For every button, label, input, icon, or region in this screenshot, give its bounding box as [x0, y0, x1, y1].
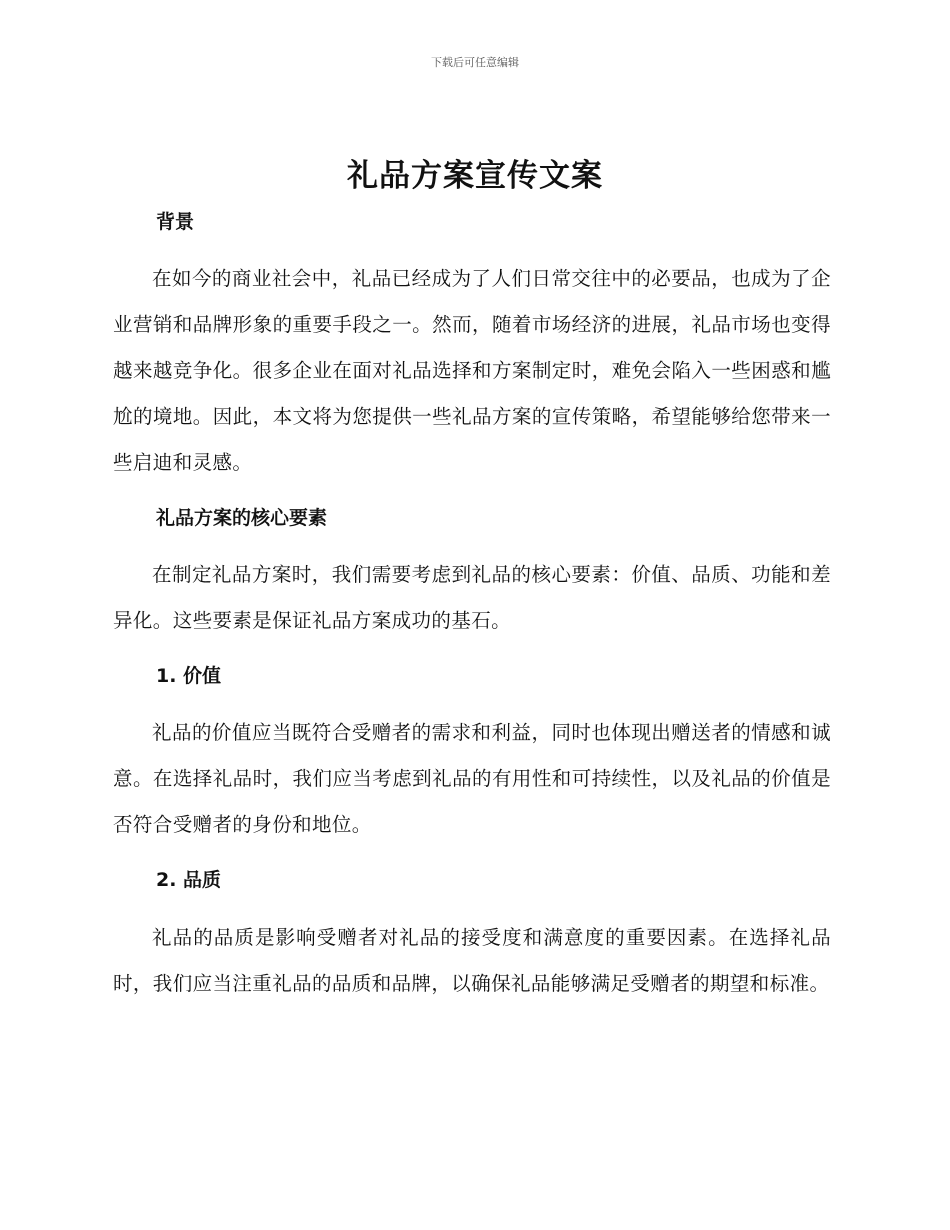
section-heading-background: 背景	[156, 211, 195, 233]
section-paragraph-quality: 礼品的品质是影响受赠者对礼品的接受度和满意度的重要因素。在选择礼品时，我们应当注重礼品的品质和品牌，以确保礼品能够满足受赠者的期望和标准。	[113, 926, 831, 995]
section-heading-value: 1. 价值	[156, 665, 222, 687]
page-header-note: 下载后可任意编辑	[431, 56, 519, 69]
section-paragraph-core-elements: 在制定礼品方案时，我们需要考虑到礼品的核心要素：价值、品质、功能和差异化。这些要素是保证礼品方案成功的基石。	[113, 563, 831, 632]
section-heading-quality: 2. 品质	[156, 869, 222, 891]
document-title: 礼品方案宣传文案	[347, 158, 603, 194]
section-heading-core-elements: 礼品方案的核心要素	[156, 507, 328, 529]
section-paragraph-value: 礼品的价值应当既符合受赠者的需求和利益，同时也体现出赠送者的情感和诚意。在选择礼品时，我们应当考虑到礼品的有用性和可持续性，以及礼品的价值是否符合受赠者的身份和地位。	[113, 721, 831, 836]
section-paragraph-background: 在如今的商业社会中，礼品已经成为了人们日常交往中的必要品，也成为了企业营销和品牌形象的重要手段之一。然而，随着市场经济的进展，礼品市场也变得越来越竞争化。很多企业在面对礼品选择和方案制定时，难免会陷入一些困惑和尴尬的境地。因此，本文将为您提供一些礼品方案的宣传策略，希望能够给您带来一些启迪和灵感。	[113, 267, 831, 474]
